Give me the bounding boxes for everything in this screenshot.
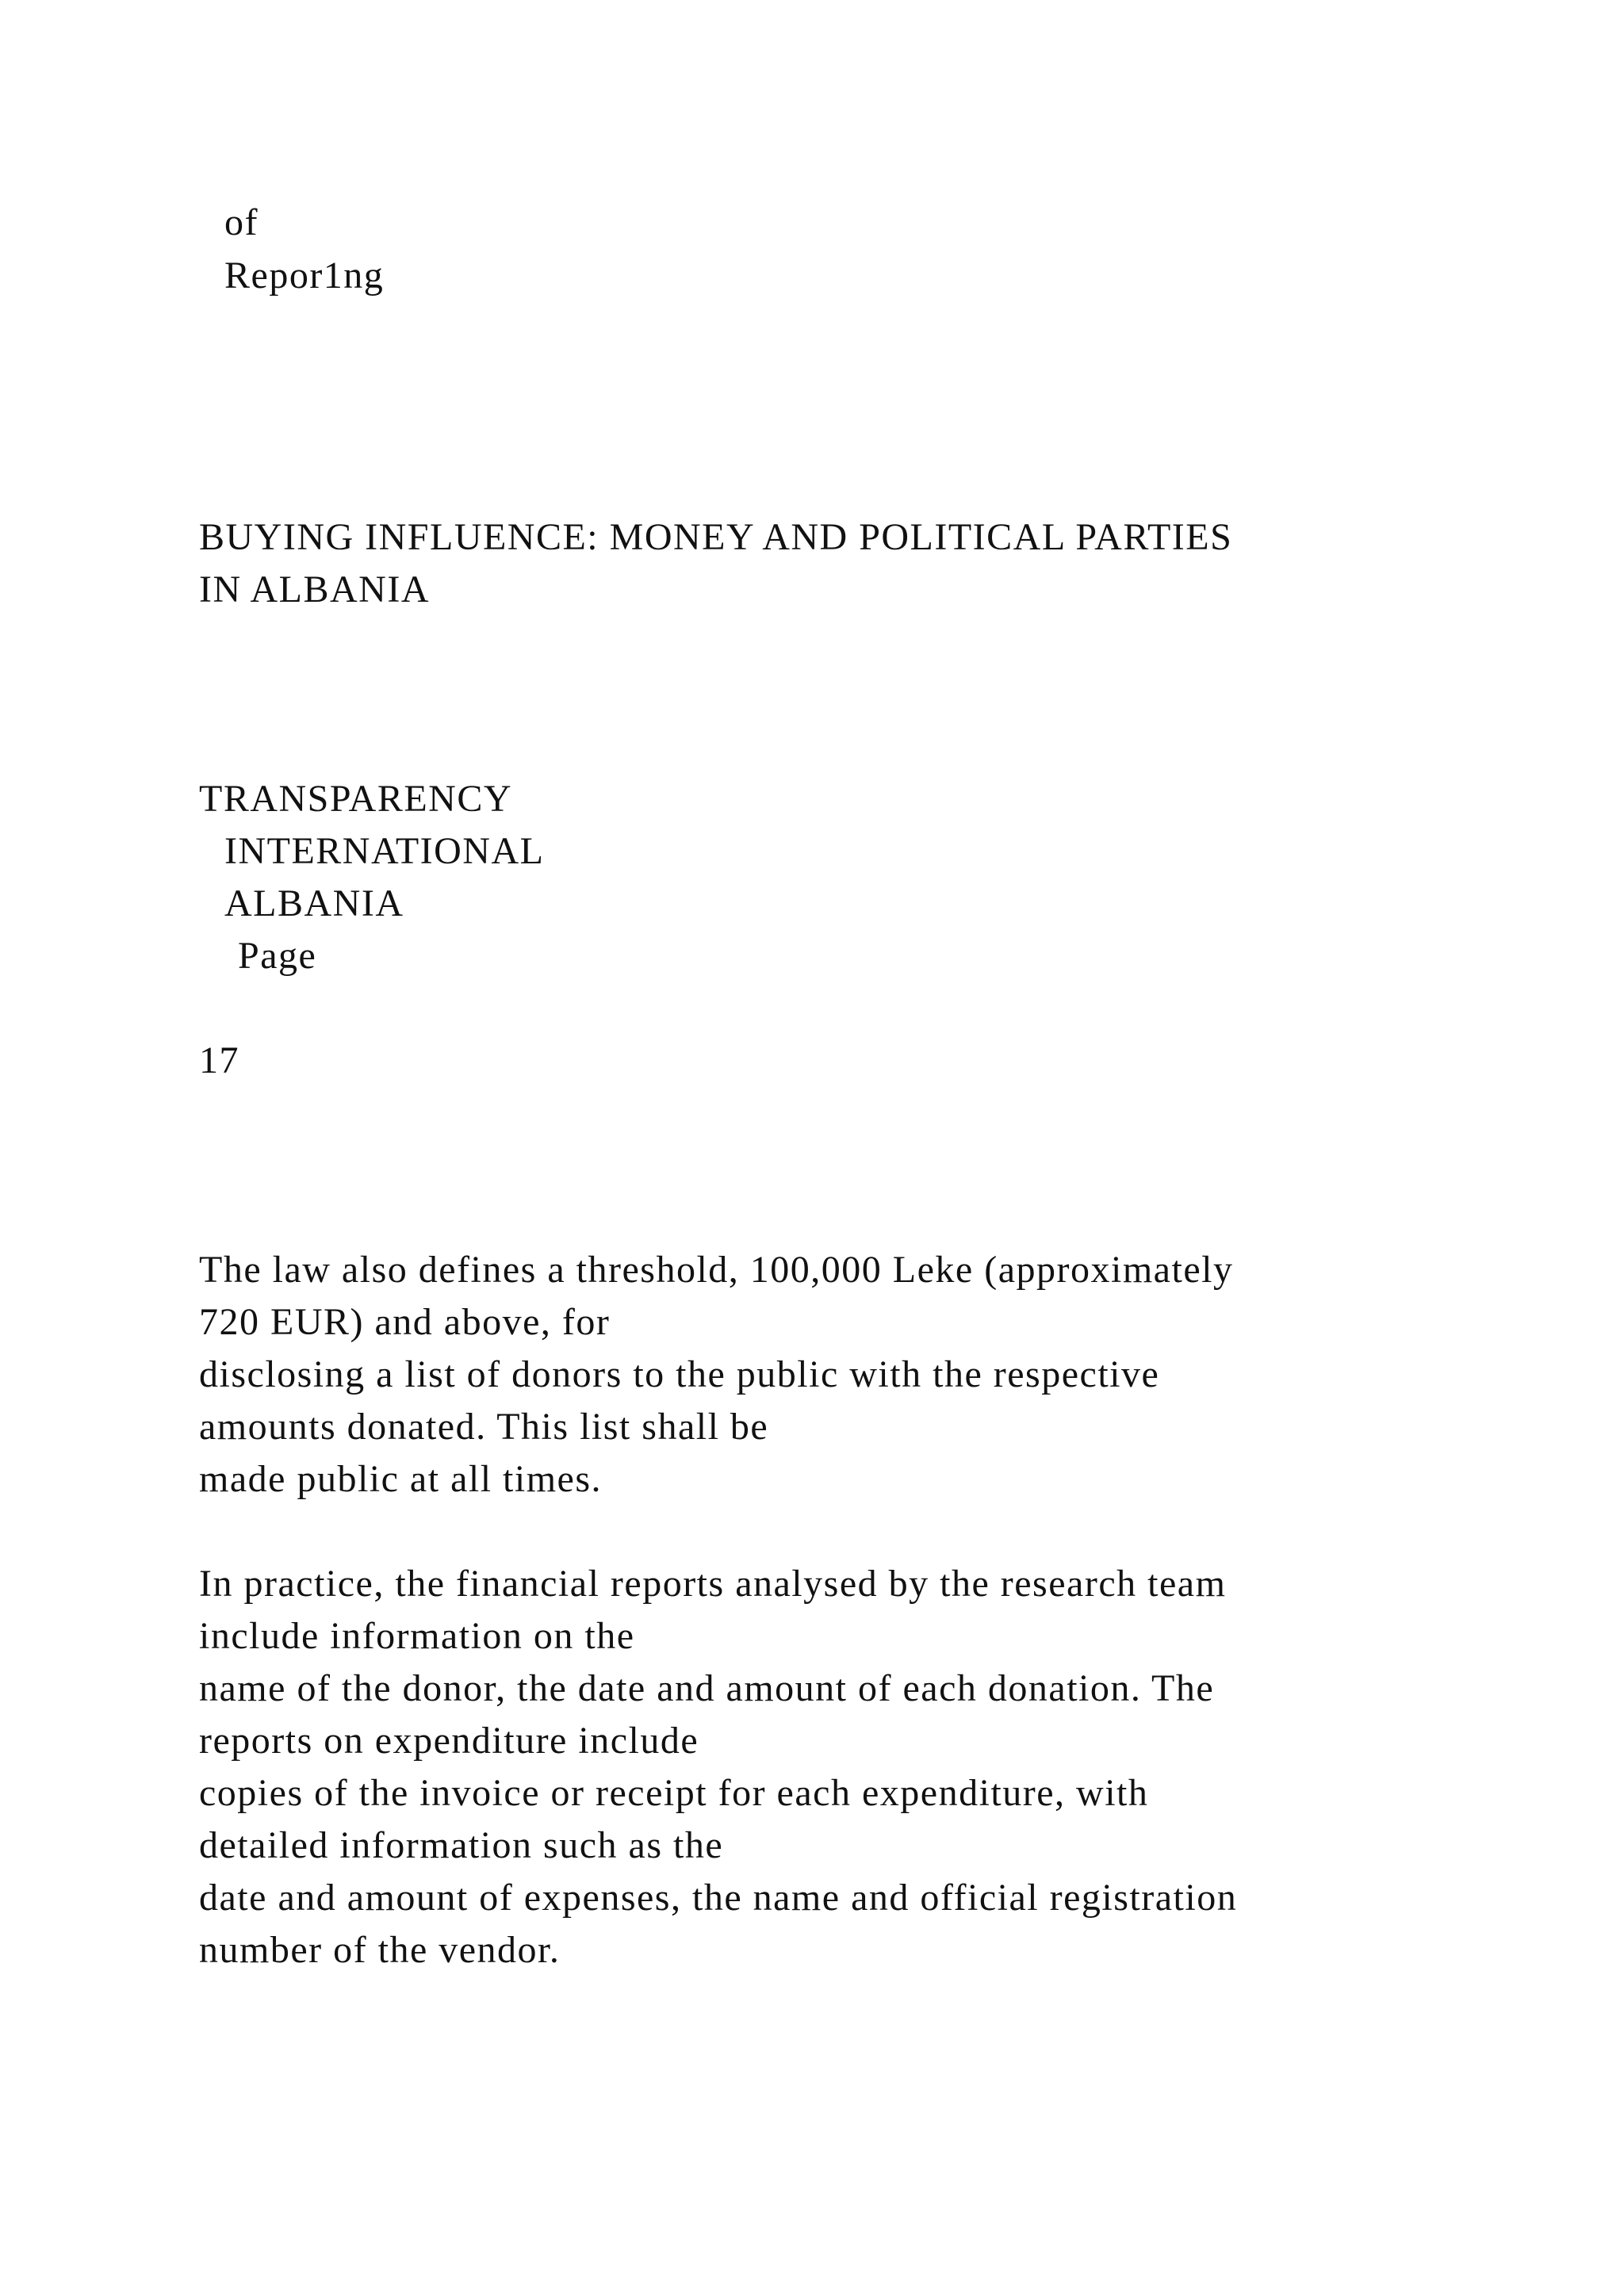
paragraph-line: detailed information such as the	[199, 1824, 724, 1866]
paragraph-line: copies of the invoice or receipt for each expenditure, with	[199, 1772, 1149, 1814]
organization-line-2: INTERNATIONAL	[224, 830, 545, 872]
header-line-of: of	[224, 201, 259, 243]
page-label: Page	[238, 935, 317, 977]
organization-line-1: TRANSPARENCY	[199, 778, 512, 820]
header-line-reporting: Repor1ng	[224, 254, 385, 297]
paragraph-line: name of the donor, the date and amount of each donation. The	[199, 1667, 1215, 1709]
organization-line-3: ALBANIA	[224, 882, 404, 924]
paragraph-line: The law also defines a threshold, 100,000 Leke (approximately	[199, 1249, 1234, 1291]
paragraph-line: disclosing a list of donors to the public with the respective	[199, 1353, 1160, 1395]
document-title-line-1: BUYING INFLUENCE: MONEY AND POLITICAL PARTIES	[199, 516, 1233, 558]
document-title-line-2: IN ALBANIA	[199, 568, 430, 610]
page-number: 17	[199, 1039, 239, 1081]
paragraph-line: reports on expenditure include	[199, 1720, 699, 1762]
paragraph-line: number of the vendor.	[199, 1929, 561, 1971]
paragraph-line: include information on the	[199, 1615, 635, 1657]
paragraph-line: In practice, the financial reports analysed by the research team	[199, 1563, 1227, 1605]
body-paragraph-practice	[199, 1558, 1237, 1976]
paragraph-line: date and amount of expenses, the name and official registration	[199, 1877, 1238, 1919]
paragraph-line: 720 EUR) and above, for	[199, 1301, 611, 1343]
paragraph-line: made public at all times.	[199, 1458, 603, 1500]
body-paragraph-threshold	[199, 1244, 1233, 1506]
paragraph-line: amounts donated. This list shall be	[199, 1406, 769, 1448]
